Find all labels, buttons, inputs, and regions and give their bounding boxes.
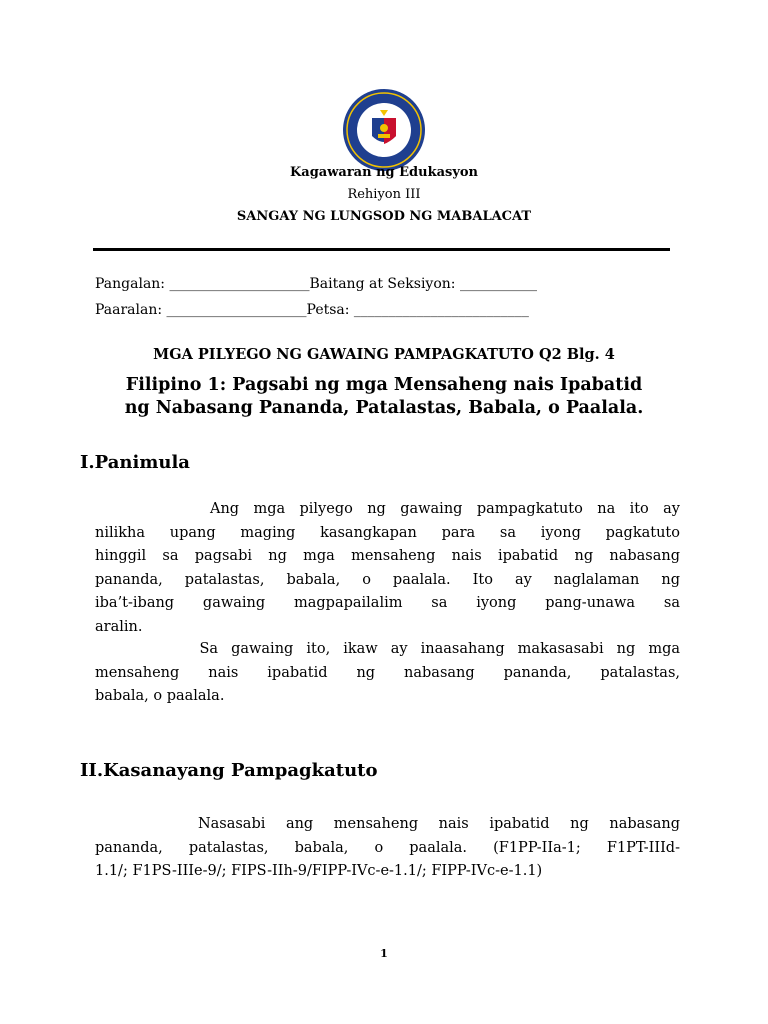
name-grade-section-field: Pangalan: ____________________Baitang at Seksiyon: ___________ <box>95 276 537 292</box>
intro-paragraph-2 <box>95 638 680 709</box>
lesson-title-line-2: ng Nabasang Pananda, Patalastas, Babala, o Paalala. <box>124 398 644 418</box>
text-line: pananda, patalastas, babala, o paalala. (F1PP-IIa-1; F1PT-IIId- <box>95 839 680 856</box>
section-heading-kasanayan: II.Kasanayang Pampagkatuto <box>80 760 378 781</box>
text-line: Sa gawaing ito, ikaw ay inaasahang makasasabi ng mga <box>95 641 680 657</box>
deped-seal-icon <box>342 88 426 172</box>
worksheet-title: MGA PILYEGO NG GAWAING PAMPAGKATUTO Q2 Blg. 4 <box>153 346 615 363</box>
school-date-field: Paaralan: ____________________Petsa: _________________________ <box>95 302 529 318</box>
text-line: Nasasabi ang mensaheng nais ipabatid ng nabasang <box>95 816 680 832</box>
lesson-title-line-1: Filipino 1: Pagsabi ng mga Mensaheng nais Ipabatid <box>125 375 643 395</box>
text-line: pananda, patalastas, babala, o paalala. Ito ay naglalaman ng <box>95 571 680 588</box>
page-number: 1 <box>380 947 388 960</box>
intro-paragraph-1 <box>95 498 680 639</box>
text-line: Ang mga pilyego ng gawaing pampagkatuto na ito ay <box>95 501 680 517</box>
text-line: nilikha upang maging kasangkapan para sa iyong pagkatuto <box>95 524 680 541</box>
text-line: mensaheng nais ipabatid ng nabasang pananda, patalastas, <box>95 664 680 681</box>
header-divider <box>93 248 670 251</box>
department-name: Kagawaran ng Edukasyon <box>289 165 479 180</box>
division-name: SANGAY NG LUNGSOD NG MABALACAT <box>236 209 532 224</box>
text-line: aralin. <box>95 618 143 635</box>
section-heading-panimula: I.Panimula <box>80 452 190 473</box>
competency-paragraph <box>95 813 680 884</box>
text-line: 1.1/; F1PS-IIIe-9/; FIPS-IIh-9/FIPP-IVc-e-1.1/; FIPP-IVc-e-1.1) <box>95 863 543 879</box>
text-line: babala, o paalala. <box>95 688 225 704</box>
text-line: hinggil sa pagsabi ng mga mensaheng nais ipabatid ng nabasang <box>95 548 680 564</box>
text-line: iba’t-ibang gawaing magpapailalim sa iyong pang-unawa sa <box>95 595 680 611</box>
region-name: Rehiyon III <box>347 187 421 202</box>
